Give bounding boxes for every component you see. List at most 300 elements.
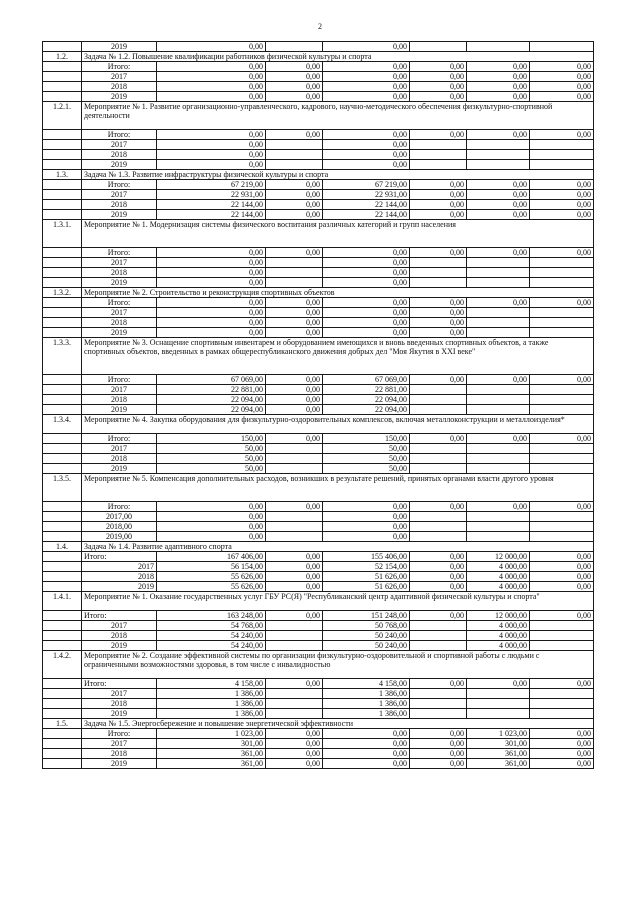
amount-cell: 0,00 (410, 190, 467, 200)
amount-cell (266, 522, 323, 532)
amount-cell: 0,00 (410, 375, 467, 385)
item-code (43, 385, 82, 395)
section-header-row (43, 415, 594, 434)
item-code (43, 689, 82, 699)
amount-cell: 0,00 (410, 582, 467, 592)
row-label: Итого: (82, 298, 157, 308)
item-description: Мероприятие № 5. Компенсация дополнительных расходов, возникших в результате решений, принятых органами власти другого уровня (82, 474, 594, 502)
amount-cell: 0,00 (157, 72, 266, 82)
item-code (43, 405, 82, 415)
row-label: 2019 (82, 160, 157, 170)
item-code: 1.3.5. (43, 474, 82, 502)
section-header-row (43, 288, 594, 298)
amount-cell: 4 000,00 (467, 621, 530, 631)
amount-cell: 0,00 (323, 130, 410, 140)
amount-cell: 0,00 (323, 62, 410, 72)
item-description: Мероприятие № 4. Закупка оборудования для физкультурно-оздоровительных комплексов, включая металлоконструкции и металлоизделия* (82, 415, 594, 434)
row-label: 2018 (82, 318, 157, 328)
amount-cell: 0,00 (530, 92, 594, 102)
table-row (43, 562, 594, 572)
item-code (43, 92, 82, 102)
amount-cell: 12 000,00 (467, 611, 530, 621)
table-row (43, 82, 594, 92)
item-code (43, 709, 82, 719)
amount-cell (467, 318, 530, 328)
amount-cell: 0,00 (530, 562, 594, 572)
item-code (43, 82, 82, 92)
item-description: Мероприятие № 2. Строительство и реконструкция спортивных объектов (82, 288, 594, 298)
table-row (43, 328, 594, 338)
table-row (43, 385, 594, 395)
amount-cell: 0,00 (410, 749, 467, 759)
amount-cell: 54 768,00 (157, 621, 266, 631)
row-label: 2018 (82, 572, 157, 582)
section-header-row (43, 474, 594, 502)
table-row (43, 641, 594, 651)
amount-cell (266, 699, 323, 709)
amount-cell: 50,00 (323, 454, 410, 464)
item-code (43, 258, 82, 268)
amount-cell: 0,00 (266, 611, 323, 621)
amount-cell: 0,00 (157, 82, 266, 92)
table-row (43, 92, 594, 102)
amount-cell (410, 464, 467, 474)
amount-cell: 0,00 (323, 522, 410, 532)
amount-cell (530, 385, 594, 395)
table-row (43, 258, 594, 268)
table-row (43, 278, 594, 288)
table-row (43, 621, 594, 631)
table-row (43, 532, 594, 542)
amount-cell (530, 464, 594, 474)
amount-cell: 0,00 (157, 512, 266, 522)
amount-cell (467, 699, 530, 709)
row-label: 2018 (82, 631, 157, 641)
amount-cell: 0,00 (410, 572, 467, 582)
amount-cell: 0,00 (323, 318, 410, 328)
amount-cell: 0,00 (410, 739, 467, 749)
amount-cell: 22 094,00 (157, 395, 266, 405)
amount-cell (266, 268, 323, 278)
item-code (43, 454, 82, 464)
table-row (43, 62, 594, 72)
item-code (43, 532, 82, 542)
table-row (43, 318, 594, 328)
table-row (43, 709, 594, 719)
amount-cell: 0,00 (467, 180, 530, 190)
row-label: 2017 (82, 689, 157, 699)
amount-cell: 0,00 (157, 532, 266, 542)
amount-cell: 0,00 (157, 42, 266, 52)
amount-cell: 0,00 (266, 729, 323, 739)
amount-cell: 67 219,00 (323, 180, 410, 190)
table-row (43, 268, 594, 278)
item-description: Мероприятие № 1. Развитие организационно-управленческого, кадрового, научно-методического обеспечения физкультурно-спортивной деятельности (82, 102, 594, 130)
row-label: 2017 (82, 140, 157, 150)
amount-cell: 361,00 (157, 759, 266, 769)
row-label: 2017 (82, 72, 157, 82)
amount-cell: 0,00 (266, 180, 323, 190)
section-header-row (43, 52, 594, 62)
amount-cell: 0,00 (266, 130, 323, 140)
item-code (43, 729, 82, 739)
amount-cell: 0,00 (266, 395, 323, 405)
item-code: 1.3.2. (43, 288, 82, 298)
row-label: 2019 (82, 405, 157, 415)
budget-table (42, 41, 594, 769)
amount-cell: 52 154,00 (323, 562, 410, 572)
amount-cell: 0,00 (410, 611, 467, 621)
amount-cell (266, 641, 323, 651)
item-code (43, 375, 82, 385)
amount-cell (467, 532, 530, 542)
row-label: Итого: (82, 434, 157, 444)
amount-cell (530, 328, 594, 338)
item-description: Мероприятие № 1. Оказание государственных услуг ГБУ РС(Я) "Республиканский центр адаптивной физической культуры и спорта" (82, 592, 594, 611)
table-row (43, 552, 594, 562)
amount-cell: 0,00 (530, 72, 594, 82)
amount-cell: 0,00 (157, 150, 266, 160)
amount-cell (530, 512, 594, 522)
amount-cell (467, 522, 530, 532)
amount-cell: 0,00 (266, 82, 323, 92)
item-code: 1.4.2. (43, 651, 82, 679)
amount-cell: 0,00 (157, 160, 266, 170)
table-row (43, 679, 594, 689)
amount-cell (530, 308, 594, 318)
row-label: 2017 (82, 444, 157, 454)
amount-cell: 0,00 (467, 210, 530, 220)
amount-cell (530, 444, 594, 454)
row-label: 2019 (82, 328, 157, 338)
amount-cell (410, 160, 467, 170)
amount-cell: 50 768,00 (323, 621, 410, 631)
item-code (43, 464, 82, 474)
amount-cell (467, 328, 530, 338)
row-label: 2017 (82, 562, 157, 572)
amount-cell: 0,00 (266, 200, 323, 210)
table-row (43, 140, 594, 150)
row-label: 2018 (82, 454, 157, 464)
item-code (43, 42, 82, 52)
item-code (43, 552, 82, 562)
amount-cell: 0,00 (467, 679, 530, 689)
row-label: 2018,00 (82, 522, 157, 532)
item-description: Задача № 1.3. Развитие инфраструктуры физической культуры и спорта (82, 170, 594, 180)
table-row (43, 200, 594, 210)
amount-cell: 0,00 (323, 532, 410, 542)
item-code (43, 318, 82, 328)
table-row (43, 210, 594, 220)
page-number: 2 (318, 22, 322, 31)
row-label: 2018 (82, 150, 157, 160)
amount-cell (530, 522, 594, 532)
amount-cell: 0,00 (266, 502, 323, 512)
amount-cell: 0,00 (530, 248, 594, 258)
amount-cell: 22 881,00 (157, 385, 266, 395)
item-code (43, 130, 82, 140)
amount-cell: 0,00 (157, 298, 266, 308)
amount-cell (467, 160, 530, 170)
amount-cell: 0,00 (530, 572, 594, 582)
amount-cell: 0,00 (530, 190, 594, 200)
amount-cell: 0,00 (266, 72, 323, 82)
section-header-row (43, 338, 594, 375)
amount-cell (530, 318, 594, 328)
amount-cell: 0,00 (323, 512, 410, 522)
amount-cell (530, 258, 594, 268)
amount-cell: 0,00 (467, 82, 530, 92)
amount-cell (530, 532, 594, 542)
amount-cell (410, 699, 467, 709)
table-row (43, 749, 594, 759)
section-header-row (43, 542, 594, 552)
table-row (43, 522, 594, 532)
amount-cell (266, 709, 323, 719)
row-label: 2019 (82, 42, 157, 52)
item-code: 1.3.1. (43, 220, 82, 248)
amount-cell: 0,00 (467, 62, 530, 72)
item-code (43, 759, 82, 769)
amount-cell: 0,00 (530, 502, 594, 512)
amount-cell: 361,00 (467, 759, 530, 769)
item-code (43, 749, 82, 759)
amount-cell: 0,00 (157, 248, 266, 258)
amount-cell: 50,00 (323, 444, 410, 454)
amount-cell: 54 240,00 (157, 631, 266, 641)
table-row (43, 248, 594, 258)
amount-cell: 301,00 (467, 739, 530, 749)
row-label: 2017 (82, 258, 157, 268)
amount-cell: 0,00 (266, 92, 323, 102)
amount-cell: 22 094,00 (157, 405, 266, 415)
amount-cell: 0,00 (530, 749, 594, 759)
amount-cell: 4 000,00 (467, 641, 530, 651)
amount-cell: 0,00 (410, 308, 467, 318)
row-label: 2017 (82, 190, 157, 200)
item-code (43, 278, 82, 288)
item-code (43, 200, 82, 210)
table-row (43, 611, 594, 621)
amount-cell: 0,00 (323, 749, 410, 759)
table-row (43, 502, 594, 512)
section-header-row (43, 220, 594, 248)
table-row (43, 150, 594, 160)
amount-cell (410, 405, 467, 415)
amount-cell: 361,00 (467, 749, 530, 759)
amount-cell: 0,00 (157, 522, 266, 532)
amount-cell: 0,00 (266, 375, 323, 385)
row-label: 2017 (82, 739, 157, 749)
row-label: Итого: (82, 679, 157, 689)
item-description: Мероприятие № 2. Создание эффективной системы по организации физкультурно-оздоровительной и спортивной работы с людьми с ограниченными возможностями здоровья, в том числе с инвалидностью (82, 651, 594, 679)
section-header-row (43, 719, 594, 729)
amount-cell: 1 386,00 (323, 699, 410, 709)
amount-cell: 0,00 (530, 62, 594, 72)
amount-cell: 4 158,00 (157, 679, 266, 689)
amount-cell (410, 268, 467, 278)
amount-cell: 0,00 (323, 328, 410, 338)
amount-cell: 0,00 (410, 562, 467, 572)
amount-cell (530, 631, 594, 641)
amount-cell (467, 140, 530, 150)
amount-cell: 163 248,00 (157, 611, 266, 621)
amount-cell: 0,00 (410, 679, 467, 689)
item-code (43, 72, 82, 82)
amount-cell: 22 094,00 (323, 405, 410, 415)
amount-cell: 0,00 (157, 308, 266, 318)
amount-cell: 167 406,00 (157, 552, 266, 562)
amount-cell: 0,00 (323, 258, 410, 268)
amount-cell: 0,00 (323, 140, 410, 150)
amount-cell: 0,00 (530, 552, 594, 562)
amount-cell (530, 699, 594, 709)
amount-cell: 0,00 (323, 502, 410, 512)
amount-cell: 0,00 (530, 729, 594, 739)
amount-cell (530, 42, 594, 52)
row-label: Итого: (82, 180, 157, 190)
amount-cell: 0,00 (157, 318, 266, 328)
amount-cell: 0,00 (410, 92, 467, 102)
amount-cell: 50,00 (157, 454, 266, 464)
amount-cell: 0,00 (266, 308, 323, 318)
amount-cell: 0,00 (467, 434, 530, 444)
amount-cell: 0,00 (530, 582, 594, 592)
item-code (43, 268, 82, 278)
amount-cell (410, 641, 467, 651)
amount-cell: 0,00 (266, 298, 323, 308)
amount-cell: 0,00 (323, 268, 410, 278)
amount-cell: 1 386,00 (323, 709, 410, 719)
amount-cell (530, 160, 594, 170)
amount-cell: 0,00 (266, 562, 323, 572)
item-code (43, 699, 82, 709)
amount-cell (530, 395, 594, 405)
amount-cell: 67 219,00 (157, 180, 266, 190)
amount-cell: 150,00 (157, 434, 266, 444)
row-label: 2019 (82, 709, 157, 719)
amount-cell: 22 094,00 (323, 395, 410, 405)
table-row (43, 434, 594, 444)
amount-cell: 0,00 (157, 92, 266, 102)
amount-cell (410, 385, 467, 395)
amount-cell: 0,00 (157, 502, 266, 512)
amount-cell (410, 454, 467, 464)
amount-cell: 0,00 (530, 200, 594, 210)
row-label: Итого: (82, 130, 157, 140)
amount-cell (530, 454, 594, 464)
item-code: 1.2. (43, 52, 82, 62)
row-label: 2019 (82, 210, 157, 220)
amount-cell: 0,00 (467, 72, 530, 82)
row-label: 2018 (82, 699, 157, 709)
table-row (43, 759, 594, 769)
item-description: Мероприятие № 1. Модернизация системы физического воспитания различных категорий и групп населения (82, 220, 594, 248)
row-label: Итого: (82, 248, 157, 258)
amount-cell: 4 000,00 (467, 572, 530, 582)
amount-cell (410, 522, 467, 532)
amount-cell (467, 444, 530, 454)
amount-cell: 1 023,00 (157, 729, 266, 739)
amount-cell: 0,00 (530, 679, 594, 689)
amount-cell: 56 154,00 (157, 562, 266, 572)
row-label: Итого: (82, 62, 157, 72)
amount-cell (530, 405, 594, 415)
row-label: Итого: (82, 552, 157, 562)
amount-cell: 0,00 (323, 729, 410, 739)
item-code (43, 621, 82, 631)
amount-cell: 0,00 (266, 552, 323, 562)
table-row (43, 572, 594, 582)
amount-cell (410, 258, 467, 268)
item-code: 1.3.3. (43, 338, 82, 375)
amount-cell (530, 140, 594, 150)
amount-cell: 0,00 (157, 130, 266, 140)
amount-cell: 151 248,00 (323, 611, 410, 621)
amount-cell: 0,00 (410, 62, 467, 72)
amount-cell: 0,00 (530, 739, 594, 749)
item-code (43, 434, 82, 444)
item-code (43, 572, 82, 582)
table-row (43, 298, 594, 308)
row-label: 2018 (82, 82, 157, 92)
item-code (43, 562, 82, 572)
item-code (43, 248, 82, 258)
amount-cell (410, 42, 467, 52)
row-label: Итого: (82, 502, 157, 512)
item-code (43, 180, 82, 190)
amount-cell (467, 268, 530, 278)
table-row (43, 72, 594, 82)
amount-cell: 155 406,00 (323, 552, 410, 562)
amount-cell: 0,00 (323, 82, 410, 92)
amount-cell: 0,00 (323, 92, 410, 102)
amount-cell: 0,00 (266, 582, 323, 592)
row-label: 2019 (82, 641, 157, 651)
amount-cell: 0,00 (323, 42, 410, 52)
amount-cell (410, 512, 467, 522)
table-row (43, 395, 594, 405)
amount-cell: 0,00 (467, 190, 530, 200)
amount-cell (266, 258, 323, 268)
section-header-row (43, 592, 594, 611)
amount-cell: 0,00 (266, 248, 323, 258)
amount-cell: 0,00 (530, 611, 594, 621)
amount-cell (266, 464, 323, 474)
amount-cell (467, 385, 530, 395)
amount-cell: 0,00 (266, 318, 323, 328)
amount-cell: 0,00 (530, 434, 594, 444)
amount-cell: 150,00 (323, 434, 410, 444)
amount-cell (266, 631, 323, 641)
amount-cell (266, 532, 323, 542)
amount-cell: 50,00 (157, 444, 266, 454)
amount-cell: 0,00 (530, 180, 594, 190)
amount-cell: 0,00 (530, 210, 594, 220)
amount-cell: 22 144,00 (157, 210, 266, 220)
amount-cell: 0,00 (266, 572, 323, 582)
amount-cell: 22 144,00 (323, 210, 410, 220)
table-row (43, 464, 594, 474)
amount-cell (467, 258, 530, 268)
amount-cell: 0,00 (323, 160, 410, 170)
row-label: 2018 (82, 749, 157, 759)
amount-cell (266, 689, 323, 699)
amount-cell: 0,00 (467, 92, 530, 102)
amount-cell (530, 150, 594, 160)
amount-cell (410, 140, 467, 150)
amount-cell: 0,00 (410, 180, 467, 190)
